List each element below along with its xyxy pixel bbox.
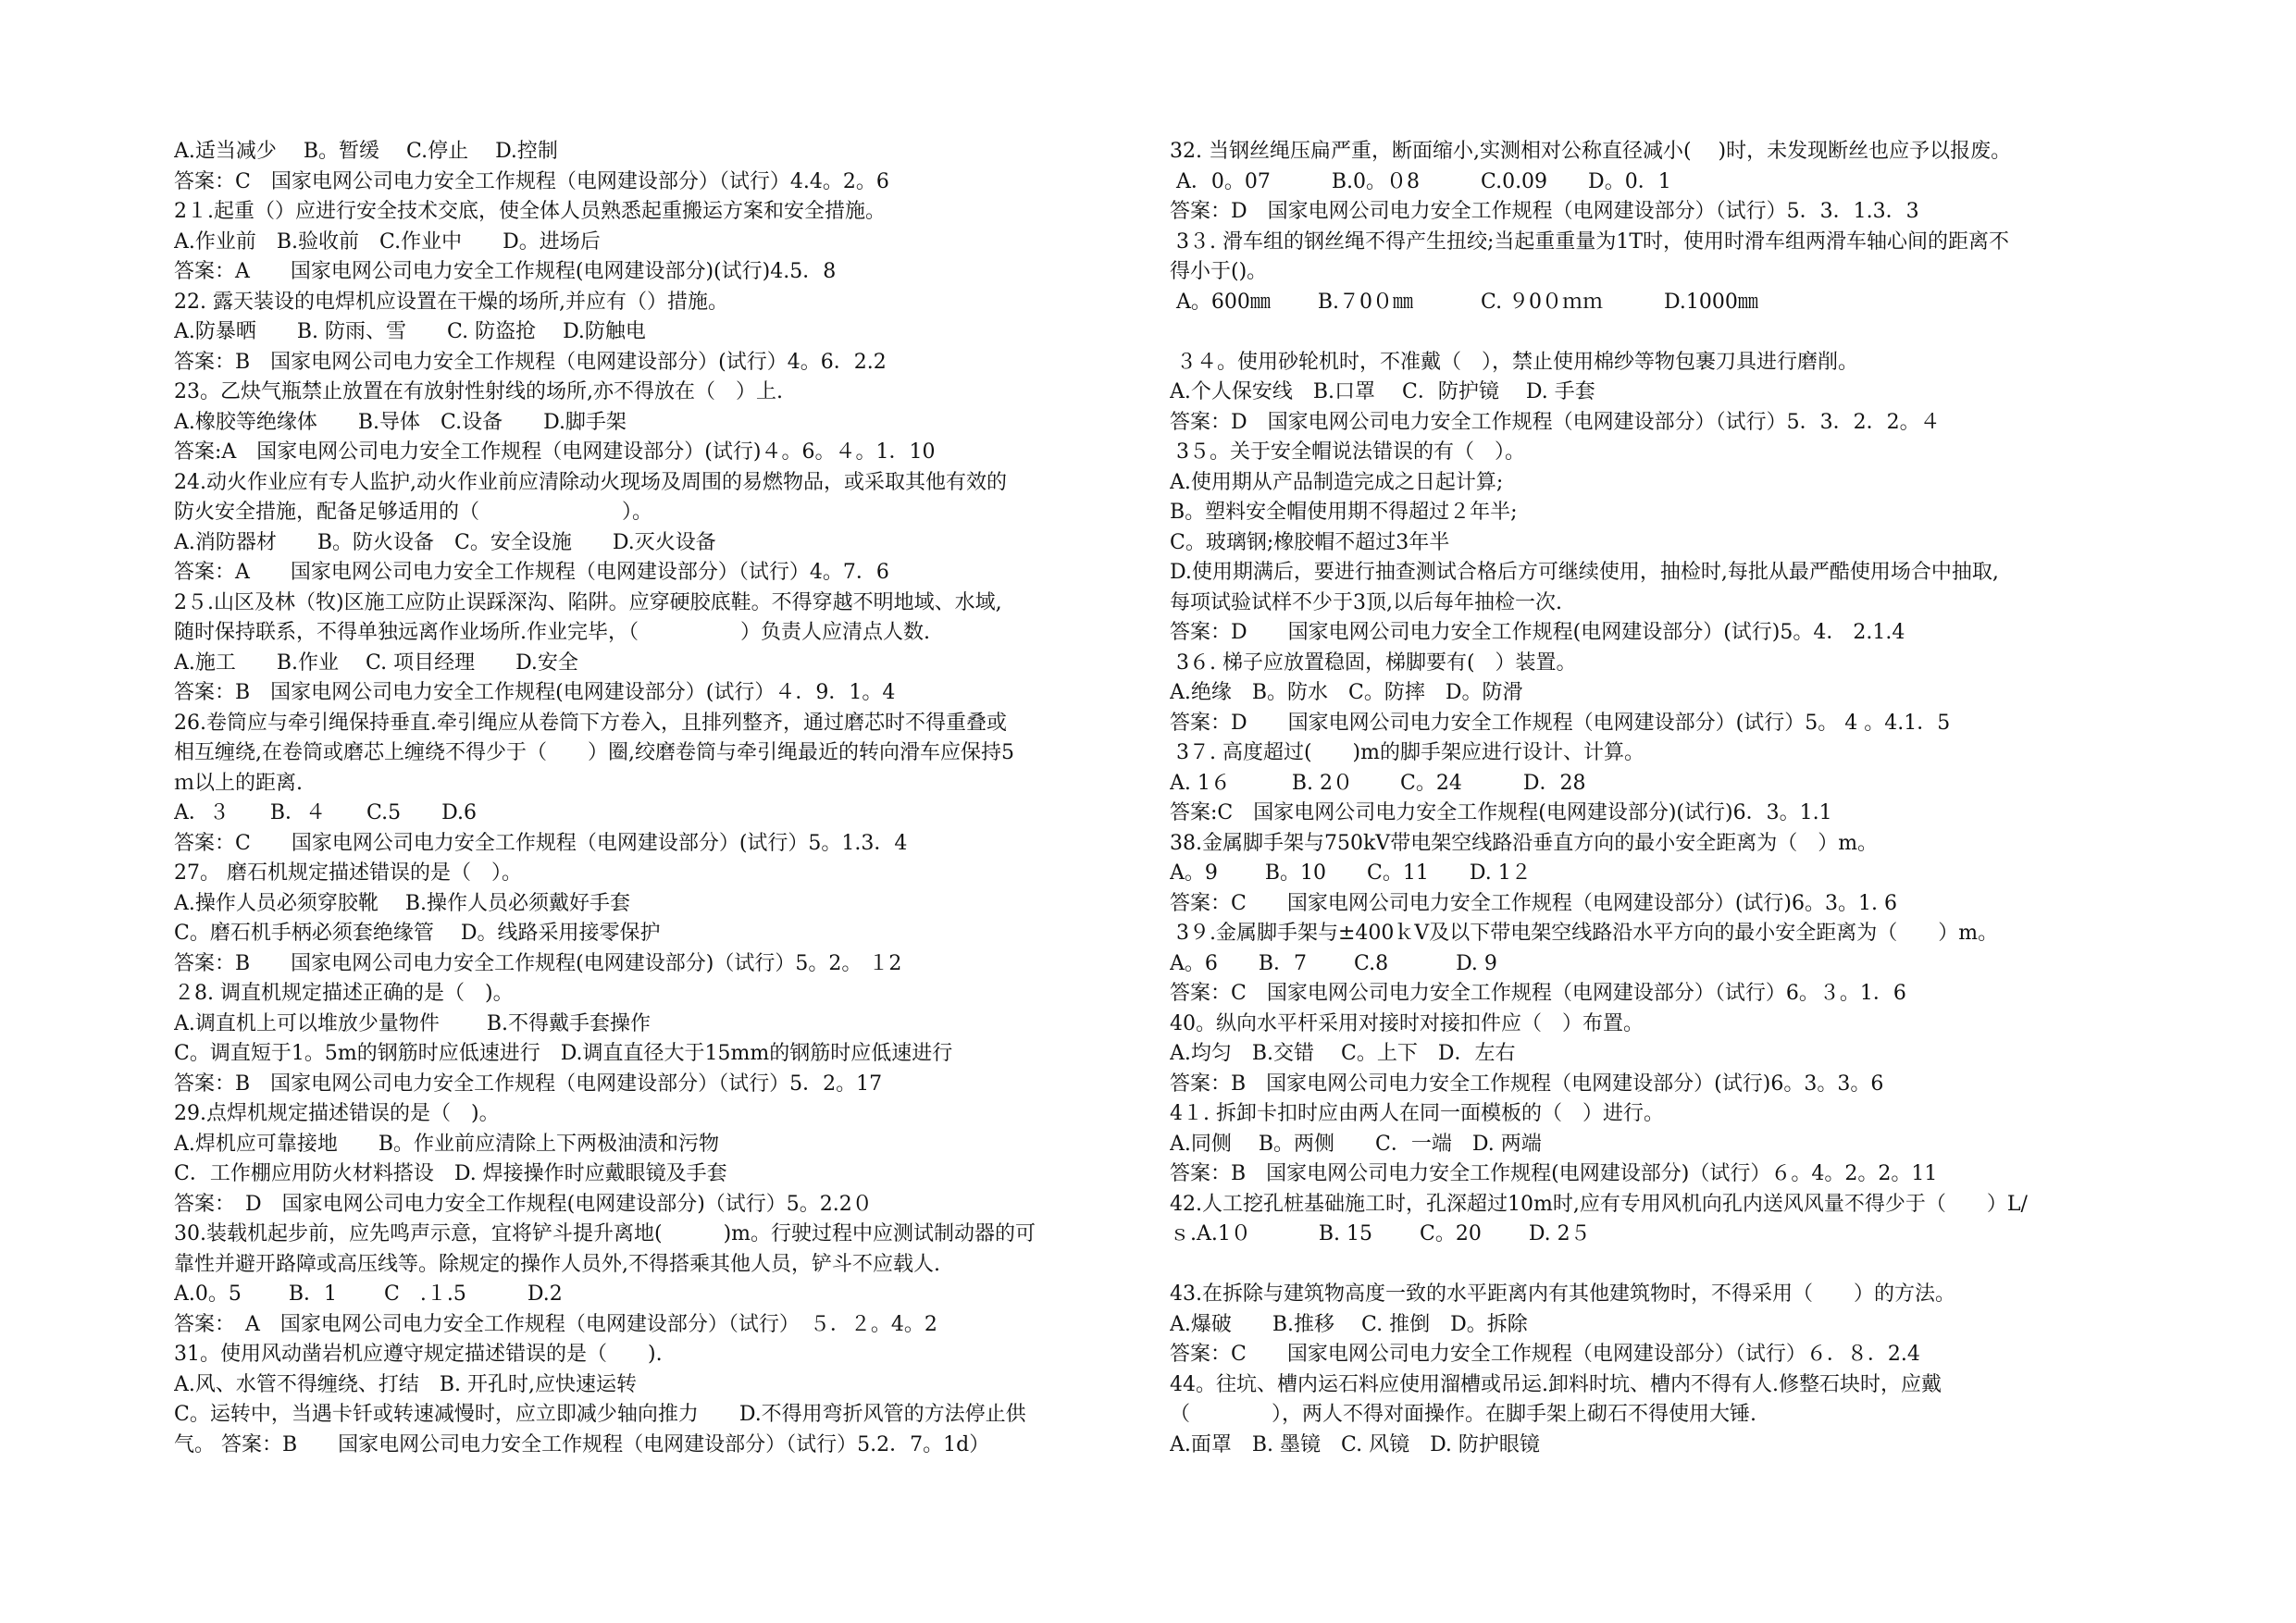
text-line bbox=[1170, 1250, 2165, 1281]
text-line: 答案：B 国家电网公司电力安全工作规程(电网建设部分)（试行）5。2。 １2 bbox=[174, 951, 902, 975]
text-line: D.使用期满后，要进行抽查测试合格后方可继续使用，抽检时,每批从最严酷使用场合中抽取, bbox=[1170, 561, 1999, 584]
text-line: 2５.山区及林（牧)区施工应防止误踩深沟、陷阱。应穿硬胶底鞋。不得穿越不明地域、水域, bbox=[174, 590, 1002, 614]
text-line: A.风、水管不得缠绕、打结 B. 开孔时,应快速运转 bbox=[174, 1372, 638, 1396]
text-line: 答案：B 国家电网公司电力安全工作规程（电网建设部分）(试行)6。3。3。6 bbox=[1170, 1072, 1884, 1096]
text-line: A.消防器材 B。防火设备 C。安全设施 D.灭火设备 bbox=[174, 530, 716, 554]
text-line: 相互缠绕,在卷筒或磨芯上缠绕不得少于（ ）圈,绞磨卷筒与牵引绳最近的转向滑车应保持5 bbox=[174, 741, 1014, 764]
text-line: 靠性并避开路障或高压线等。除规定的操作人员外,不得搭乘其他人员，铲斗不应载人. bbox=[174, 1252, 940, 1276]
text-line: A.爆破 B.推移 C. 推倒 D。拆除 bbox=[1170, 1312, 1528, 1336]
text-line: 答案：C 国家电网公司电力安全工作规程（电网建设部分）（试行）6。３。1．6 bbox=[1170, 982, 1906, 1005]
text-line: A.同侧 B。两侧 C．一端 D. 两端 bbox=[1170, 1132, 1542, 1156]
text-line: 26.卷筒应与牵引绳保持垂直.牵引绳应从卷筒下方卷入，且排列整齐，通过磨芯时不得重叠或 bbox=[174, 711, 1007, 735]
text-line: 44。往坑、槽内运石料应使用溜槽或吊运.卸料时坑、槽内不得有人.修整石块时，应戴 bbox=[1170, 1372, 1942, 1396]
text-line: A.调直机上可以堆放少量物件 B.不得戴手套操作 bbox=[174, 1011, 652, 1035]
text-line: 答案:C 国家电网公司电力安全工作规程(电网建设部分)(试行)6．3。1.1 bbox=[1170, 801, 1832, 824]
text-line: A.施工 B.作业 C. 项目经理 D.安全 bbox=[174, 650, 578, 675]
text-line: 3５。关于安全帽说法错误的有（ ）。 bbox=[1170, 440, 1525, 464]
text-line: ｓ.A.1０ B. 15 C。20 D. 2５ bbox=[1170, 1222, 1591, 1245]
text-line: C。调直短于1。5m的钢筋时应低速进行 D.调直直径大于15mm的钢筋时应低速进行 bbox=[174, 1042, 953, 1065]
text-line: 答案：D 国家电网公司电力安全工作规程（电网建设部分）(试行）5。 4 。4.1．5 bbox=[1170, 711, 1951, 735]
text-line: A．３ B．４ C.5 D.6 bbox=[174, 801, 477, 824]
text-line: 随时保持联系，不得单独远离作业场所.作业完毕，（ ）负责人应清点人数. bbox=[174, 621, 930, 644]
text-line: 23。乙炔气瓶禁止放置在有放射性射线的场所,亦不得放在（ ）上. bbox=[174, 380, 783, 403]
text-line: （ ），两人不得对面操作。在脚手架上砌石不得使用大锤. bbox=[1170, 1403, 1756, 1426]
text-line: C。运转中，当遇卡钎或转速减慢时，应立即减少轴向推力 D.不得用弯折风管的方法停止供 bbox=[174, 1403, 1026, 1426]
text-line: A.0。5 B．1 C .１.5 D.2 bbox=[174, 1282, 563, 1306]
text-line: A.绝缘 B。防水 C。防摔 D。防滑 bbox=[1170, 681, 1523, 704]
text-line: 气。 答案：B 国家电网公司电力安全工作规程（电网建设部分）（试行）5.2．7。1d） bbox=[174, 1432, 990, 1456]
text-line: 3９.金属脚手架与±400ｋV及以下带电架空线路沿水平方向的最小安全距离为（ ）m。 bbox=[1170, 922, 1999, 945]
text-line: 每项试验试样不少于3顶,以后每年抽检一次. bbox=[1170, 590, 1562, 614]
text-line: 答案：D 国家电网公司电力安全工作规程（电网建设部分）（试行）5．3．1.3．3 bbox=[1170, 200, 1919, 223]
text-line: 答案： A 国家电网公司电力安全工作规程（电网建设部分）（试行） ５．２。4。2 bbox=[174, 1312, 937, 1336]
text-line: 答案：B 国家电网公司电力安全工作规程(电网建设部分）(试行）４．9．1。4 bbox=[174, 681, 896, 704]
text-line: A.操作人员必须穿胶靴 B.操作人员必须戴好手套 bbox=[174, 891, 631, 915]
text-line: ２8. 调直机规定描述正确的是（ )。 bbox=[174, 982, 514, 1005]
text-line: 38.金属脚手架与750kV带电架空线路沿垂直方向的最小安全距离为（ ）m。 bbox=[1170, 831, 1879, 855]
text-line: ３４。使用砂轮机时，不准戴（ ），禁止使用棉纱等物包裹刀具进行磨削。 bbox=[1170, 350, 1858, 374]
text-line: 得小于()。 bbox=[1170, 260, 1268, 283]
text-line: 32. 当钢丝绳压扁严重，断面缩小,实测相对公称直径减小( )时，未发现断丝也应予以报废。 bbox=[1170, 140, 2012, 163]
right-column bbox=[1170, 137, 2165, 1460]
text-line: 29.点焊机规定描述错误的是（ )。 bbox=[174, 1102, 500, 1125]
text-line: 答案：C 国家电网公司电力安全工作规程（电网建设部分）(试行)6。3。1. 6 bbox=[1170, 891, 1897, 915]
text-line: A。6 B．7 C.8 D. 9 bbox=[1170, 951, 1497, 975]
text-line: 防火安全措施，配备足够适用的（ ）。 bbox=[174, 501, 653, 524]
text-line: A。9 B。10 C。11 D. 1２ bbox=[1170, 861, 1532, 885]
text-line: 3３. 滑车组的钢丝绳不得产生扭绞;当起重重量为1T时，使用时滑车组两滑车轴心间的距离不 bbox=[1170, 229, 2010, 254]
text-line: 3６. 梯子应放置稳固，梯脚要有( ）装置。 bbox=[1170, 650, 1577, 675]
text-line: A.适当减少 B。暂缓 C.停止 D.控制 bbox=[174, 140, 558, 163]
text-line: 答案：B 国家电网公司电力安全工作规程（电网建设部分）（试行）5．2。17 bbox=[174, 1072, 883, 1096]
text-line: A.使用期从产品制造完成之日起计算; bbox=[1170, 470, 1504, 494]
text-line: 27。 磨石机规定描述错误的是（ ）。 bbox=[174, 861, 522, 885]
text-line: A. 1６ B. 2０ C。24 D．28 bbox=[1170, 771, 1586, 795]
text-line: 答案：B 国家电网公司电力安全工作规程（电网建设部分）(试行）4。6．2.2 bbox=[174, 350, 887, 374]
text-line: 答案：B 国家电网公司电力安全工作规程(电网建设部分)（试行）６。4。2。2。11 bbox=[1170, 1162, 1938, 1185]
text-line: A.个人保安线 B.口罩 C．防护镜 D. 手套 bbox=[1170, 380, 1595, 403]
text-line: 30.装载机起步前，应先鸣声示意，宜将铲斗提升离地( )m。行驶过程中应测试制动器的可 bbox=[174, 1222, 1036, 1245]
text-line: 答案：C 国家电网公司电力安全工作规程（电网建设部分）(试行）5。1.3．4 bbox=[174, 831, 908, 855]
text-line: A.焊机应可靠接地 B。作业前应清除上下两极油渍和污物 bbox=[174, 1132, 720, 1156]
text-line: 2１.起重（）应进行安全技术交底，使全体人员熟悉起重搬运方案和安全措施。 bbox=[174, 200, 886, 223]
text-line: 答案：C 国家电网公司电力安全工作规程（电网建设部分）（试行）4.4。2。6 bbox=[174, 169, 889, 193]
text-line: ｍ以上的距离. bbox=[174, 771, 303, 795]
left-column bbox=[174, 137, 1169, 1460]
text-line: A．0。07 B.0。０8 C.0.09 D。0．1 bbox=[1170, 169, 1671, 193]
text-line: 31。使用风动凿岩机应遵守规定描述错误的是（ ). bbox=[174, 1343, 663, 1366]
text-line: 答案：C 国家电网公司电力安全工作规程（电网建设部分）（试行）６．８．2.4 bbox=[1170, 1343, 1920, 1366]
text-line: A.作业前 B.验收前 C.作业中 D。进场后 bbox=[174, 229, 601, 254]
text-line: 43.在拆除与建筑物高度一致的水平距离内有其他建筑物时，不得采用（ ）的方法。 bbox=[1170, 1282, 1955, 1306]
text-line: A.面罩 B. 墨镜 C. 风镜 D. 防护眼镜 bbox=[1170, 1432, 1540, 1456]
text-line: 答案：D 国家电网公司电力安全工作规程(电网建设部分）(试行)5。4． 2.1.4 bbox=[1170, 621, 1905, 644]
text-line: 答案：A 国家电网公司电力安全工作规程（电网建设部分）（试行）4。7．6 bbox=[174, 561, 889, 584]
text-line: A。600㎜ B.７0０㎜ C. ９0０ｍｍ D.1000㎜ bbox=[1170, 290, 1758, 314]
text-line: A.防暴晒 B. 防雨、雪 C. 防盗抢 D.防触电 bbox=[174, 320, 646, 343]
text-line: C。玻璃钢;橡胶帽不超过3年半 bbox=[1170, 530, 1450, 554]
text-line: B。塑料安全帽使用期不得超过２年半; bbox=[1170, 501, 1518, 524]
text-line: C．工作棚应用防火材料搭设 D. 焊接操作时应戴眼镜及手套 bbox=[174, 1162, 727, 1185]
text-line: 42.人工挖孔桩基础施工时，孔深超过10m时,应有专用风机向孔内送风风量不得少于（ ）L/ bbox=[1170, 1192, 2028, 1216]
text-line: 答案：A 国家电网公司电力安全工作规程(电网建设部分)(试行)4.5．8 bbox=[174, 260, 837, 283]
text-line: 3７. 高度超过( )m的脚手架应进行设计、计算。 bbox=[1170, 741, 1645, 764]
text-line: 答案:A 国家电网公司电力安全工作规程（电网建设部分）(试行)４。6。４。1．10 bbox=[174, 440, 936, 464]
text-line: 22. 露天装设的电焊机应设置在干燥的场所,并应有（）措施。 bbox=[174, 290, 728, 314]
text-line: 24.动火作业应有专人监护,动火作业前应清除动火现场及周围的易燃物品，或采取其他有效的 bbox=[174, 470, 1007, 494]
text-line: C。磨石机手柄必须套绝缘管 D。线路采用接零保护 bbox=[174, 922, 661, 945]
text-line bbox=[1170, 317, 2165, 348]
text-line: A.均匀 B.交错 C。上下 D．左右 bbox=[1170, 1042, 1516, 1065]
text-line: 4１. 拆卸卡扣时应由两人在同一面模板的（ ）进行。 bbox=[1170, 1102, 1664, 1125]
text-line: A.橡胶等绝缘体 B.导体 C.设备 D.脚手架 bbox=[174, 410, 627, 434]
text-line: 答案：D 国家电网公司电力安全工作规程（电网建设部分）（试行）5．3．2．2。４ bbox=[1170, 410, 1941, 434]
text-line: 40。纵向水平杆采用对接时对接扣件应（ ）布置。 bbox=[1170, 1011, 1644, 1035]
text-line: 答案： D 国家电网公司电力安全工作规程(电网建设部分)（试行）5。2.2０ bbox=[174, 1192, 873, 1216]
